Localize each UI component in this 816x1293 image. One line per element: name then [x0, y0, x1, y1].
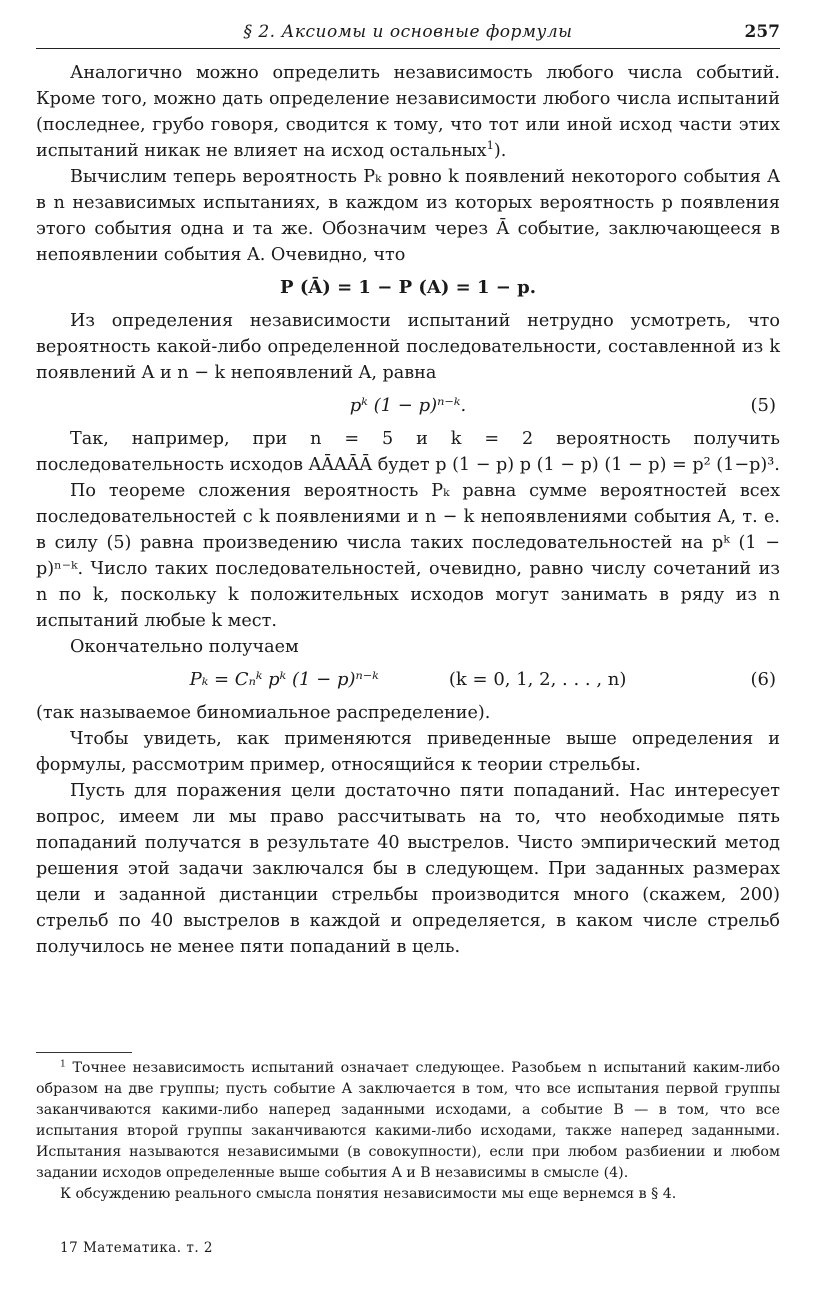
paragraph-sequence-probability: Из определения независимости испытаний нетрудно усмотреть, что вероятность какой-либо определенной последовательности, составленной из k появлений A и n − k непоявлений A, равна [36, 311, 780, 383]
paragraph-end: ). [493, 141, 507, 161]
paragraph-binomial: (так называемое биномиальное распределение). [36, 703, 491, 723]
formula-text: pᵏ (1 − p)ⁿ⁻ᵏ. [349, 395, 467, 416]
footnotes [36, 1058, 780, 1205]
footnote-1 [36, 1058, 780, 1184]
formula-text: Pₖ = Cₙᵏ pᵏ (1 − p)ⁿ⁻ᵏ [189, 669, 379, 690]
page-number: 257 [744, 22, 780, 42]
footnote-marker: 1 [486, 138, 494, 153]
footnote-marker: 1 [60, 1058, 66, 1070]
paragraph-independence [36, 60, 780, 164]
paragraph-conclusion: Окончательно получаем [70, 637, 299, 657]
paragraph-text: Аналогично можно определить независимость любого числа событий. Кроме того, можно дать определение независимости любого числа испытаний (последнее, грубо говоря, сводится к тому, что тот или иной исход части этих испытаний никак не влияет на исход остальных [36, 63, 780, 161]
printer-signature: 17 Математика. т. 2 [60, 1240, 214, 1256]
footnote-text: Точнее независимость испытаний означает следующее. Разобьем n испытаний каким-либо образом на две группы; пусть событие A заключается в том, что все испытания первой группы заканчиваются какими-либо наперед заданными исходами, а событие B — в том, что все испытания второй группы заканчиваются какими-либо исходами, также наперед заданными. Испытания называются независимыми (в совокупности), если при любом разбиении и любом задании исходов определенные выше события A и B независимы в смысле (4). [36, 1060, 780, 1181]
paragraph-application: Чтобы увидеть, как применяются приведенные выше определения и формулы, рассмотрим пример, относящийся к теории стрельбы. [36, 729, 780, 775]
main-text [36, 60, 780, 960]
paragraph-shooting: Пусть для поражения цели достаточно пяти попаданий. Нас интересует вопрос, имеем ли мы право рассчитывать на то, что необходимые пять попаданий получатся в результате 40 выстрелов. Чисто эмпирический метод решения этой задачи заключался бы в следующем. При заданных размерах цели и заданной дистанции стрельбы производится много (скажем, 200) стрельб по 40 выстрелов в каждой и определяется, в каком числе стрельб получилось не менее пяти попаданий в цель. [36, 781, 780, 957]
formula-5 [36, 386, 780, 426]
page-header [36, 18, 780, 49]
formula-condition: (k = 0, 1, 2, . . . , n) [448, 669, 627, 690]
paragraph-compute-pk: Вычислим теперь вероятность Pₖ ровно k появлений некоторого события A в n независимых испытаниях, в каждом из которых вероятность p появления этого события одна и та же. Обозначим через Ā событие, заключающееся в непоявлении события A. Очевидно, что [36, 167, 780, 265]
formula-text: P (Ā) = 1 − P (A) = 1 − p. [280, 277, 536, 298]
formula-complement [36, 268, 780, 308]
formula-6 [36, 660, 780, 700]
footnote-divider [36, 1052, 132, 1053]
running-title: § 2. Аксиомы и основные формулы [243, 22, 573, 42]
footnote-continuation: К обсуждению реального смысла понятия независимости мы еще вернемся в § 4. [60, 1186, 677, 1202]
paragraph-example: Так, например, при n = 5 и k = 2 вероятность получить последовательность исходов AĀAĀĀ будет p (1 − p) p (1 − p) (1 − p) = p² (1−p)³. [36, 429, 780, 475]
paragraph-addition-theorem: По теореме сложения вероятность Pₖ равна сумме вероятностей всех последовательностей с k появлениями и n − k непоявлениями события A, т. е. в силу (5) равна произведению числа таких последовательностей на pᵏ (1 − p)ⁿ⁻ᵏ. Число таких последовательностей, очевидно, равно числу сочетаний из n по k, поскольку k положительных исходов могут занимать в ряду из n испытаний любые k мест. [36, 481, 780, 631]
equation-number: (5) [750, 395, 776, 416]
equation-number: (6) [750, 669, 776, 690]
